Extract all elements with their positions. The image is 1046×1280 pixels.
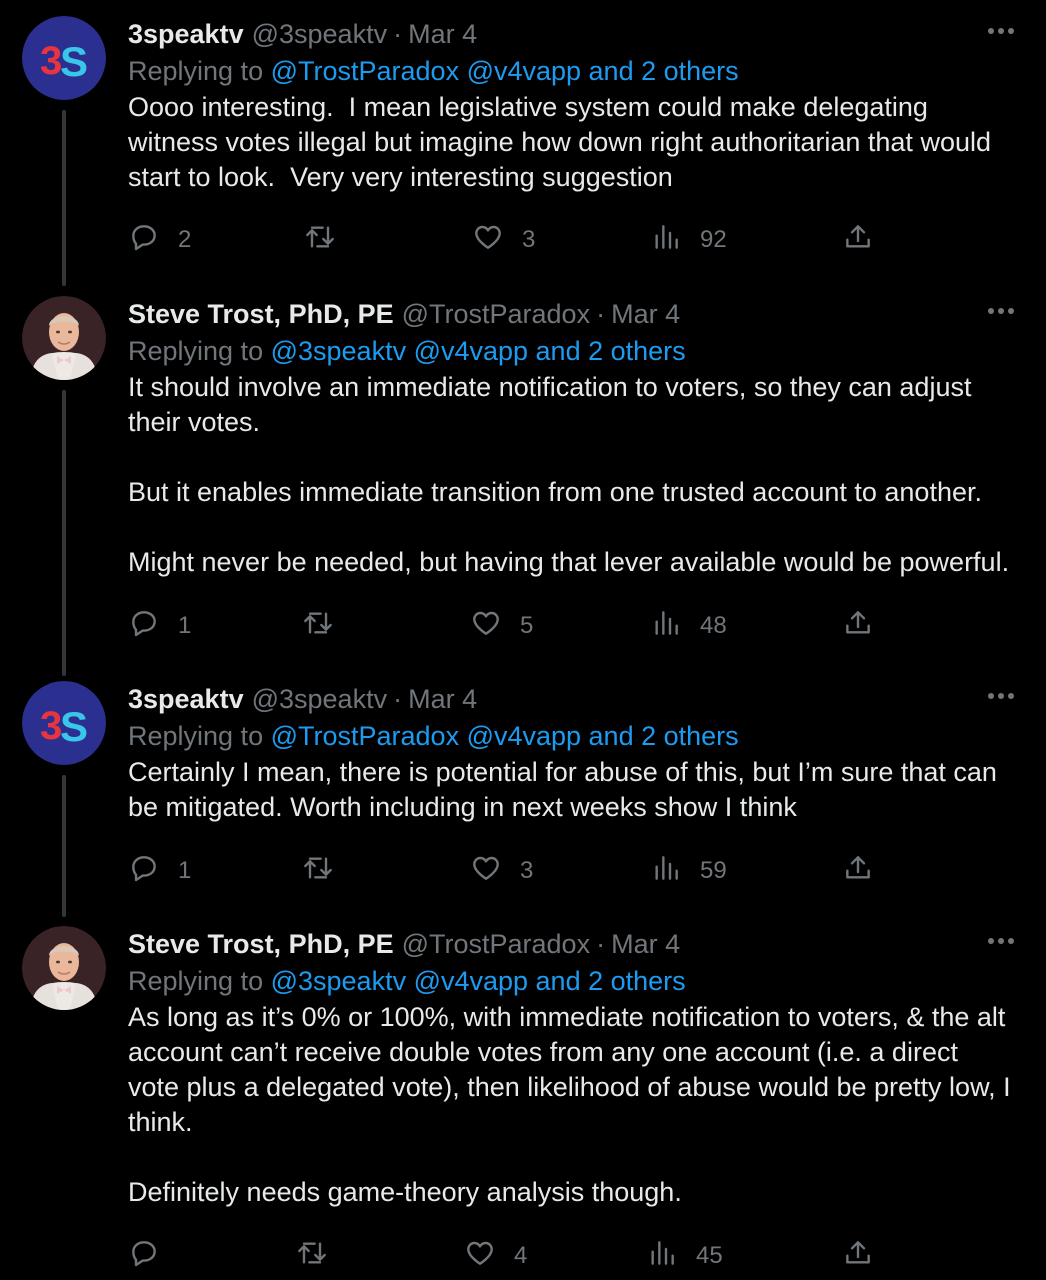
display-name[interactable]: 3speaktv bbox=[128, 683, 244, 714]
separator-dot: · bbox=[393, 18, 403, 49]
reply-count: 1 bbox=[178, 857, 192, 884]
tweet-date[interactable]: Mar 4 bbox=[408, 18, 478, 49]
user-handle[interactable]: @TrostParadox bbox=[401, 928, 591, 959]
views-count: 59 bbox=[700, 857, 727, 884]
reply-button[interactable] bbox=[128, 220, 191, 260]
replying-prefix: Replying to bbox=[128, 721, 271, 751]
retweet-icon bbox=[296, 1237, 328, 1276]
portrait-photo bbox=[22, 926, 106, 1010]
tweet-text: Certainly I mean, there is potential for abuse of this, but I’m sure that can be mitigated. Worth including in next weeks show I think bbox=[128, 757, 997, 822]
reply-icon bbox=[128, 852, 160, 891]
share-icon bbox=[842, 1237, 874, 1276]
like-button[interactable] bbox=[470, 851, 533, 891]
separator-dot: · bbox=[596, 298, 606, 329]
logo-text-3: 3 bbox=[40, 39, 63, 83]
replying-to bbox=[128, 962, 1026, 1000]
share-icon bbox=[842, 607, 874, 646]
replying-prefix: Replying to bbox=[128, 56, 271, 86]
replying-to bbox=[128, 332, 1026, 370]
views-button[interactable] bbox=[650, 606, 727, 646]
tweet-date[interactable]: Mar 4 bbox=[611, 928, 681, 959]
replying-prefix: Replying to bbox=[128, 966, 271, 996]
reply-count: 2 bbox=[178, 226, 192, 253]
views-icon bbox=[650, 852, 682, 891]
separator-dot: · bbox=[393, 683, 403, 714]
views-button[interactable] bbox=[646, 1236, 723, 1276]
avatar-trostparadox[interactable] bbox=[22, 296, 106, 380]
more-icon[interactable] bbox=[986, 296, 1016, 326]
display-name[interactable]: Steve Trost, PhD, PE bbox=[128, 928, 394, 959]
like-button[interactable] bbox=[472, 220, 535, 260]
tweet-header bbox=[128, 681, 1026, 717]
tweet-date[interactable]: Mar 4 bbox=[611, 298, 681, 329]
share-button[interactable] bbox=[842, 1236, 874, 1276]
views-button[interactable] bbox=[650, 851, 727, 891]
tweet-content bbox=[128, 16, 1026, 195]
reply-button[interactable] bbox=[128, 851, 191, 891]
more-icon[interactable] bbox=[986, 926, 1016, 956]
reply-icon bbox=[128, 1237, 160, 1276]
like-icon bbox=[470, 852, 502, 891]
retweet-button[interactable] bbox=[304, 220, 354, 260]
views-icon bbox=[650, 221, 682, 260]
tweet-content bbox=[128, 296, 1026, 580]
tweet-text: Oooo interesting. I mean legislative system could make delegating witness votes illegal but imagine how down right authoritarian that would start to look. Very very interesting suggestion bbox=[128, 92, 991, 192]
like-button[interactable] bbox=[464, 1236, 527, 1276]
like-icon bbox=[470, 607, 502, 646]
retweet-button[interactable] bbox=[296, 1236, 346, 1276]
views-count: 92 bbox=[700, 226, 727, 253]
action-bar bbox=[128, 851, 888, 891]
thread-line bbox=[62, 110, 66, 286]
tweet-text: As long as it’s 0% or 100%, with immediate notification to voters, & the alt account can’t receive double votes from any one account (i.e. a direct vote plus a delegated vote), then likelihood of abuse would be pretty low, I think. Definitely needs game-theory analysis though. bbox=[128, 1002, 1011, 1207]
more-icon[interactable] bbox=[986, 16, 1016, 46]
thread-line bbox=[62, 390, 66, 676]
replying-links[interactable]: @3speaktv @v4vapp and 2 others bbox=[270, 966, 686, 996]
views-count: 48 bbox=[700, 612, 727, 639]
user-handle[interactable]: @3speaktv bbox=[251, 18, 388, 49]
like-icon bbox=[472, 221, 504, 260]
views-icon bbox=[650, 607, 682, 646]
tweet-date[interactable]: Mar 4 bbox=[408, 683, 478, 714]
replying-to bbox=[128, 52, 1026, 90]
avatar-3speaktv[interactable] bbox=[22, 16, 106, 100]
like-icon bbox=[464, 1237, 496, 1276]
retweet-icon bbox=[302, 852, 334, 891]
action-bar bbox=[128, 1236, 888, 1276]
portrait-photo bbox=[22, 296, 106, 380]
reply-button[interactable] bbox=[128, 1236, 178, 1276]
logo-text-s: S bbox=[60, 38, 89, 85]
views-icon bbox=[646, 1237, 678, 1276]
reply-icon bbox=[128, 607, 160, 646]
views-button[interactable] bbox=[650, 220, 727, 260]
more-icon[interactable] bbox=[986, 681, 1016, 711]
retweet-button[interactable] bbox=[302, 606, 352, 646]
avatar-trostparadox[interactable] bbox=[22, 926, 106, 1010]
share-button[interactable] bbox=[842, 606, 874, 646]
share-button[interactable] bbox=[842, 220, 874, 260]
share-icon bbox=[842, 221, 874, 260]
like-count: 5 bbox=[520, 612, 534, 639]
user-handle[interactable]: @3speaktv bbox=[251, 683, 388, 714]
tweet-header bbox=[128, 926, 1026, 962]
tweet-header bbox=[128, 296, 1026, 332]
like-count: 3 bbox=[520, 857, 534, 884]
action-bar bbox=[128, 220, 888, 260]
user-handle[interactable]: @TrostParadox bbox=[401, 298, 591, 329]
views-count: 45 bbox=[696, 1242, 723, 1269]
replying-links[interactable]: @TrostParadox @v4vapp and 2 others bbox=[270, 56, 739, 86]
tweet-text: It should involve an immediate notification to voters, so they can adjust their votes. But it enables immediate transition from one trusted account to another. Might never be needed, but having that lever available would be powerful. bbox=[128, 372, 1010, 577]
replying-links[interactable]: @3speaktv @v4vapp and 2 others bbox=[270, 336, 686, 366]
separator-dot: · bbox=[596, 928, 606, 959]
logo-text-s: S bbox=[60, 703, 89, 750]
replying-links[interactable]: @TrostParadox @v4vapp and 2 others bbox=[270, 721, 739, 751]
retweet-icon bbox=[304, 221, 336, 260]
reply-button[interactable] bbox=[128, 606, 191, 646]
like-button[interactable] bbox=[470, 606, 533, 646]
like-count: 4 bbox=[514, 1242, 528, 1269]
tweet-header bbox=[128, 16, 1026, 52]
tweet-content bbox=[128, 926, 1026, 1210]
reply-count: 1 bbox=[178, 612, 192, 639]
reply-icon bbox=[128, 221, 160, 260]
share-icon bbox=[842, 852, 874, 891]
display-name[interactable]: 3speaktv bbox=[128, 18, 244, 49]
replying-prefix: Replying to bbox=[128, 336, 271, 366]
display-name[interactable]: Steve Trost, PhD, PE bbox=[128, 298, 394, 329]
logo-text-3: 3 bbox=[40, 704, 63, 748]
share-button[interactable] bbox=[842, 851, 874, 891]
retweet-icon bbox=[302, 607, 334, 646]
like-count: 3 bbox=[522, 226, 536, 253]
retweet-button[interactable] bbox=[302, 851, 352, 891]
avatar-3speaktv[interactable] bbox=[22, 681, 106, 765]
tweet-content bbox=[128, 681, 1026, 825]
thread-line bbox=[62, 775, 66, 917]
action-bar bbox=[128, 606, 888, 646]
replying-to bbox=[128, 717, 1026, 755]
